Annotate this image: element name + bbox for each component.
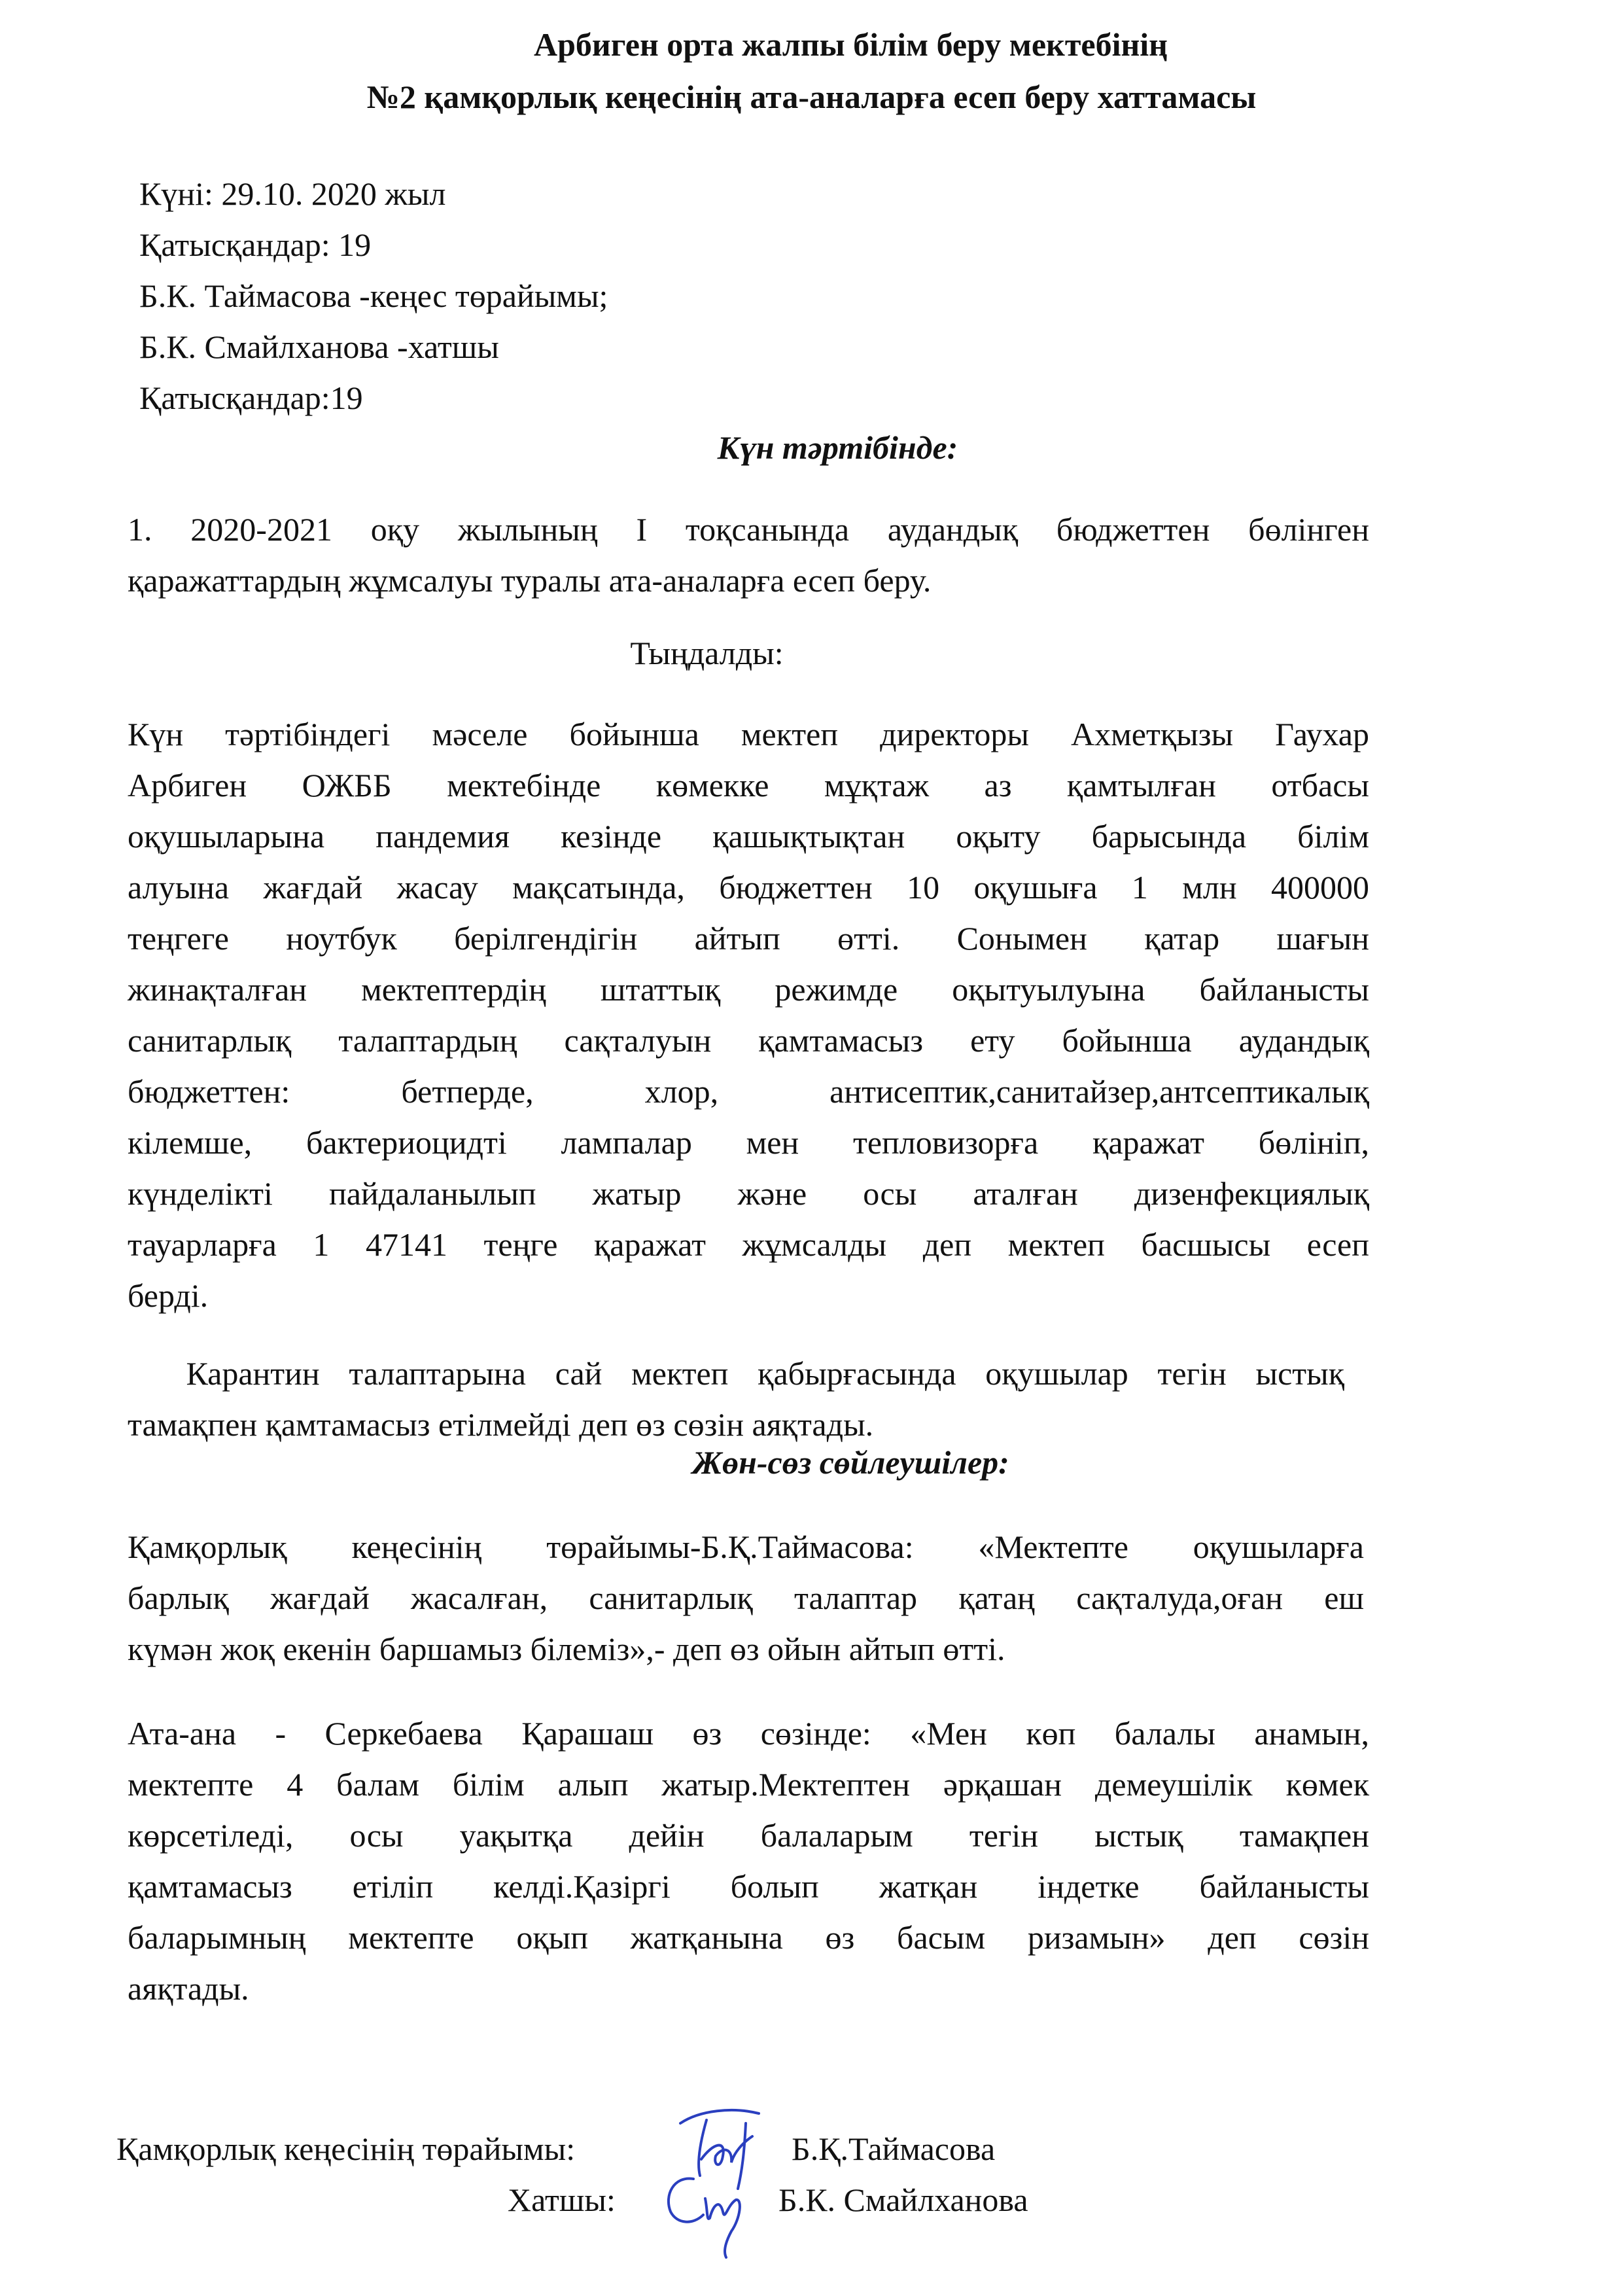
- speaker-2-line: қамтамасыз етіліп келді.Қазіргі болып жатқан індетке байланысты: [128, 1868, 1369, 1905]
- secretary-signature-label: Хатшы:: [508, 2181, 616, 2218]
- heard-line: Күн тәртібіндегі мәселе бойынша мектеп директоры Ахметқызы Гаухар: [128, 716, 1369, 752]
- heard-line: Арбиген ОЖББ мектебінде көмекке мұқтаж аз қамтылған отбасы: [128, 767, 1369, 804]
- agenda-line: қаражаттардың жұмсалуы туралы ата-аналарға есеп беру.: [128, 562, 932, 599]
- speaker-2-text: [128, 1708, 1369, 2014]
- heard-line: күнделікті пайдаланылып жатыр және осы аталған дизенфекциялық: [128, 1175, 1369, 1212]
- agenda-heading: Күн тәртібінде:: [717, 429, 958, 466]
- heard-line: бюджеттен: бетперде, хлор, антисептик,санитайзер,антсептикалық: [128, 1073, 1369, 1110]
- meeting-date: Күні: 29.10. 2020 жыл: [139, 175, 446, 212]
- speaker-2-line: мектепте 4 балам білім алып жатыр.Мектептен әрқашан демеушілік көмек: [128, 1766, 1369, 1803]
- secretary-handwritten-signature: [654, 2159, 759, 2264]
- document-title-line-1: Арбиген орта жалпы білім беру мектебінің: [534, 26, 1168, 63]
- secretary-name: Б.К. Смайлханова: [778, 2181, 1028, 2218]
- speakers-heading: Жөн-сөз сөйлеушілер:: [692, 1444, 1009, 1481]
- speaker-1-text: [128, 1521, 1364, 1674]
- heard-line: тауарларға 1 47141 теңге қаражат жұмсалды деп мектеп басшысы есеп: [128, 1226, 1369, 1263]
- heard-line: санитарлық талаптардың сақталуын қамтамасыз ету бойынша аудандық: [128, 1022, 1369, 1059]
- agenda-text: [128, 504, 1369, 606]
- speaker-2-line: көрсетіледі, осы уақытқа дейін балаларым тегін ыстық тамақпен: [128, 1817, 1369, 1854]
- document-title-line-2: №2 қамқорлық кеңесінің ата-аналарға есеп беру хаттамасы: [366, 79, 1257, 115]
- quarantine-line: тамақпен қамтамасыз етілмейді деп өз сөзін аяқтады.: [128, 1406, 874, 1443]
- heard-line: алуына жағдай жасау мақсатында, бюджеттен 10 оқушыға 1 млн 400000: [128, 869, 1369, 906]
- speaker-2-line: баларымның мектепте оқып жатқанына өз басым ризамын» деп сөзін: [128, 1919, 1369, 1956]
- speaker-2-line: аяқтады.: [128, 1970, 249, 2007]
- agenda-line: 1. 2020-2021 оқу жылының І тоқсанында аудандық бюджеттен бөлінген: [128, 511, 1369, 548]
- heard-text: [128, 709, 1369, 1321]
- heard-line: теңгеге ноутбук берілгендігін айтып өтті. Сонымен қатар шағын: [128, 920, 1369, 957]
- speaker-1-line: күмән жоқ екенін баршамыз білеміз»,- деп өз ойын айтып өтті.: [128, 1631, 1005, 1667]
- speaker-2-line: Ата-ана - Серкебаева Қарашаш өз сөзінде: «Мен көп балалы анамын,: [128, 1715, 1369, 1752]
- quarantine-text: [128, 1348, 1344, 1450]
- heard-line: жинақталған мектептердің штаттық режимде оқытуылуына байланысты: [128, 971, 1369, 1008]
- chair-name: Б.Қ.Таймасова: [792, 2130, 996, 2167]
- council-secretary: Б.К. Смайлханова -хатшы: [139, 328, 499, 365]
- heard-heading: Тыңдалды:: [630, 635, 784, 671]
- speaker-1-line: барлық жағдай жасалған, санитарлық талаптар қатаң сақталуда,оған еш: [128, 1580, 1364, 1616]
- chair-signature-label: Қамқорлық кеңесінің төрайымы:: [116, 2130, 576, 2167]
- heard-line: берді.: [128, 1277, 209, 1314]
- quarantine-line: Карантин талаптарына сай мектеп қабырғасында оқушылар тегін ыстық: [128, 1355, 1344, 1392]
- speaker-1-line: Қамқорлық кеңесінің төрайымы-Б.Қ.Таймасова: «Мектепте оқушыларға: [128, 1528, 1364, 1565]
- council-chair: Б.К. Таймасова -кеңес төрайымы;: [139, 277, 608, 314]
- attendees-count-repeat: Қатысқандар:19: [139, 380, 363, 416]
- heard-line: кілемше, бактериоцидті лампалар мен тепловизорға қаражат бөлініп,: [128, 1124, 1369, 1161]
- heard-line: оқушыларына пандемия кезінде қашықтықтан оқыту барысында білім: [128, 818, 1369, 855]
- attendees-count: Қатысқандар: 19: [139, 226, 372, 263]
